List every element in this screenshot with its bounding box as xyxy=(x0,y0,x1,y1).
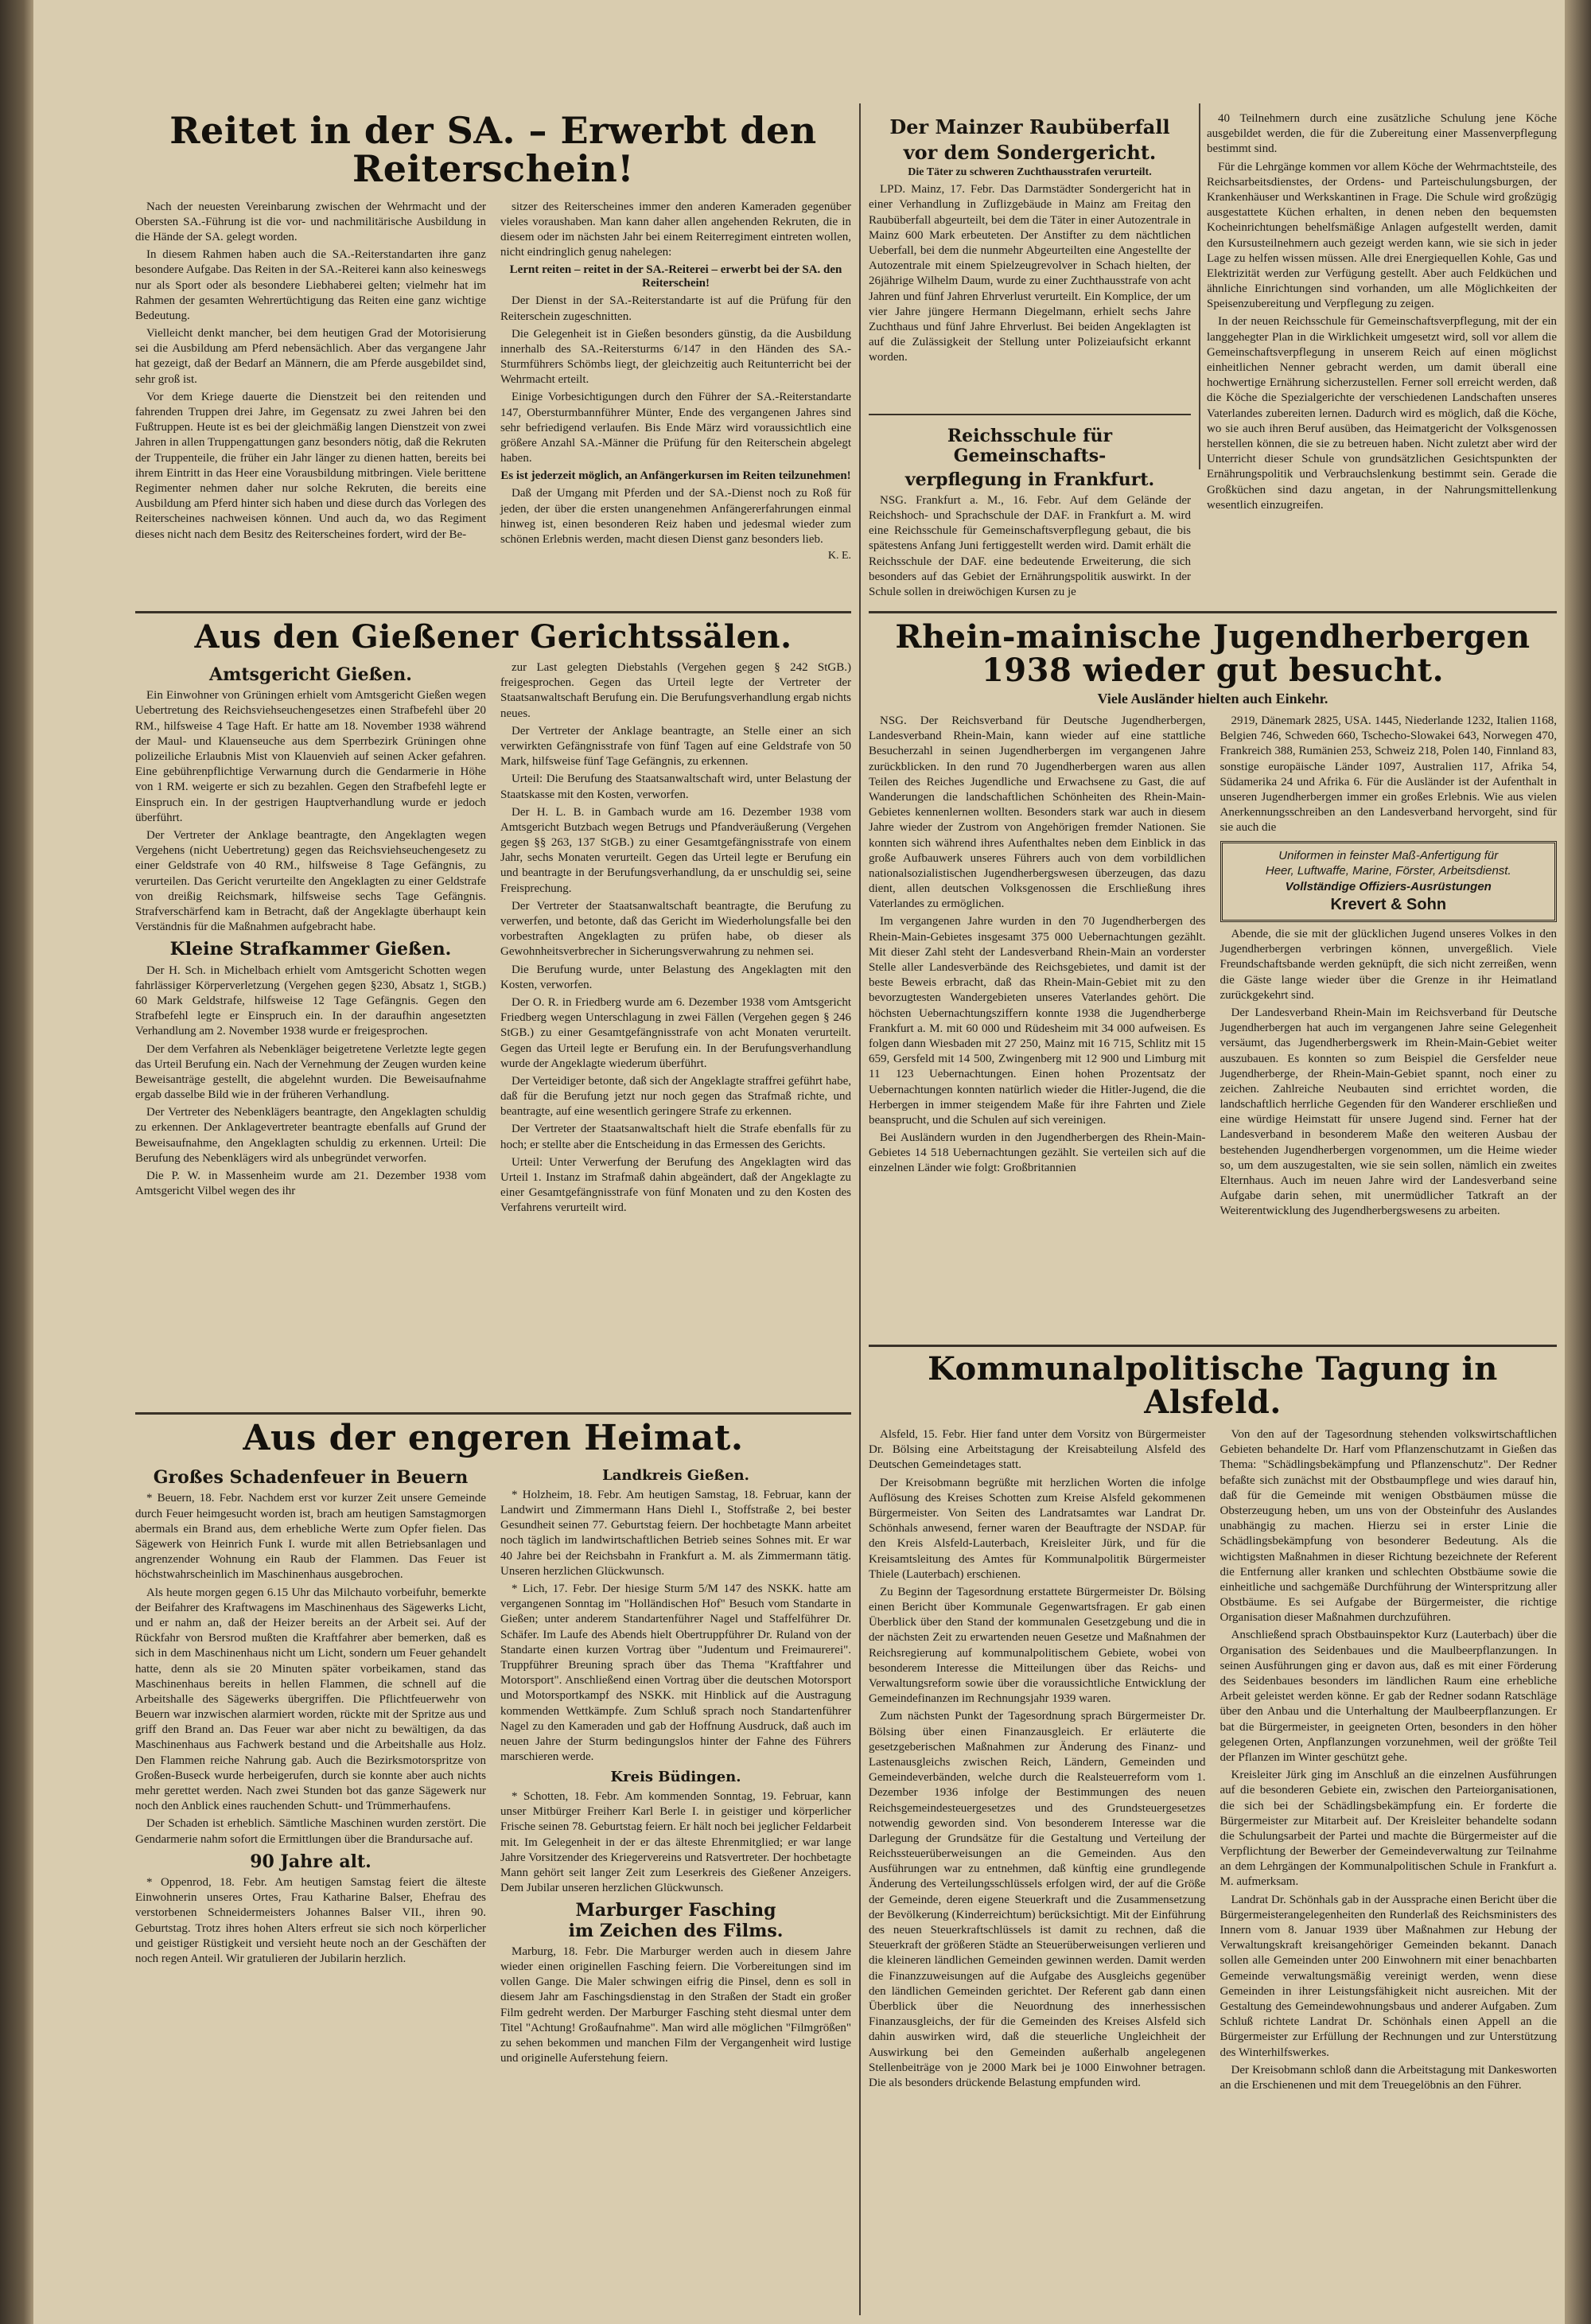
ad-line: Heer, Luftwaffe, Marine, Förster, Arbeitsdienst. xyxy=(1265,864,1511,878)
divider xyxy=(135,611,851,613)
paragraph: zur Last gelegten Diebstahls (Vergehen gegen § 242 StGB.) freigesprochen. Gegen das Urteil legte der Vertreter der Staatsanwaltschaft Berufung ein. Die Berufungsverhandlung ergab nichts neues. xyxy=(500,661,851,720)
headline-sa-reiter: Reitet in der SA. – Erwerbt den Reiterschein! xyxy=(169,109,817,191)
paragraph: Der Vertreter des Nebenklägers beantragte, den Angeklagten schuldig zu erkennen. Der Anklagevertreter beantragte ebenfalls auf Grund der Beweisaufnahme, den Angeklagten schuldig zu erkennen. Urteil: Die Berufung des Nebenklägers wird als unbegründet verworfen. xyxy=(135,1106,486,1165)
headline-jugendherbergen-2: 1938 wieder gut besucht. xyxy=(981,652,1445,689)
column-divider xyxy=(1199,103,1200,469)
book-binding-right xyxy=(1565,0,1591,2324)
paragraph: Alsfeld, 15. Febr. Hier fand unter dem Vorsitz von Bürgermeister Dr. Bölsing eine Arbeitstagung der Kreisabteilung Alsfeld des Deutschen Gemeindetages statt. xyxy=(869,1428,1206,1472)
paragraph: Als heute morgen gegen 6.15 Uhr das Milchauto vorbeifuhr, bemerkte der Beifahrer des Kraftwagens im Maschinenhaus des Sägewerks Licht, und er nahm an, daß der Heizer bereits an der Arbeit sei. Auf der Rückfahr von Bersrod mußten die Kraftfahrer aber bemerken, daß es sich in dem Maschinenhaus nicht um Licht, sondern um Feuer gehandelt hatte, denn als sie 20 Minuten später vorbeikamen, stand das Maschinenhaus bereits in hellen Flammen, die schnell auf die Arbeitshalle des Sägewerks übergriffen. Die Pflichtfeuerwehr von Beuern war inzwischen alarmiert worden, rückte mit der Spritze aus und griff den Brand an. Das Feuer war aber nicht zu bewältigen, da das Maschinenhaus aus Fachwerk bestand und die Arbeitshalle aus Holz. Den Flammen reiche Nahrung gab. Auch die Bezirksmotorspritze von Großen-Buseck wurde herbeigerufen, durch sie konnte aber auch nichts mehr gerettet werden. Nach zwei Stunden bot das ganze Sägewerk nur noch den Anblick eines rauchenden Schutt- und Trümmerhaufens. xyxy=(135,1586,486,1813)
paragraph: Der Vertreter der Staatsanwaltschaft beantragte, die Berufung zu verwerfen, und betonte, daß das Gericht im Wiederholungsfalle bei den vorbestraften Angeklagten zu prüfen habe, ob dieser als Gewohnheitsverbrecher in Sicherungsverwahrung zu nehmen sei. xyxy=(500,899,851,959)
sa-reiter-col-2 xyxy=(500,200,851,563)
paragraph: sitzer des Reiterscheines immer den anderen Kameraden gegenüber vieles voraushaben. Man kann daher allen angehenden Rekruten, die in diesem oder im nächsten Jahr bei einem Reiterregiment eintreten wollen, nicht eindringlich genug nahelegen: xyxy=(500,200,851,259)
paragraph: LPD. Mainz, 17. Febr. Das Darmstädter Sondergericht hat in einer Verhandlung in Zuflizgebäude in Mainz am Freitag den Raubüberfall abgeurteilt, bei dem die Täter in einer Autozentrale in Mainz 600 Mark erbeuteten. Der Anstifter zu dem nächtlichen Ueberfall, bei dem die nunmehr Abgeurteilten eine Angestellte der Autozentrale mit einem Spielzeugrevolver in Schach hielten, der 26jährige Wilhelm Daum, wurde zu einer Zuchthausstrafe von acht Jahren und fünf Jahren Ehrverlust verurteilt. Ein Komplice, der um vier Jahre jüngere Hermann Diegelmann, erhielt sechs Jahre Zuchthaus und fünf Jahre Ehrverlust. Bei beiden Angeklagten ist auf die Zulässigkeit der Stellung unter Polizeiaufsicht erkannt worden. xyxy=(869,183,1191,364)
headline-mainzer-1: Der Mainzer Raubüberfall xyxy=(889,115,1170,138)
paragraph: Urteil: Unter Verwerfung der Berufung des Angeklagten wird das Urteil 1. Instanz im Strafmaß dahin abgeändert, daß der Angeklagte zu einer Gesamtgefängnisstrafe von fünf Monaten und zu den Kosten des Verfahrens verurteilt wird. xyxy=(500,1155,851,1215)
headline-reichsschule-2: verpflegung in Frankfurt. xyxy=(904,469,1155,490)
paragraph: Zu Beginn der Tagesordnung erstattete Bürgermeister Dr. Bölsing einen Bericht über Kommunale Gegenwartsfragen. Er gab einen Überblick über den Stand der kommunalen Gesetzgebung und die in der nächsten Zeit zu erwartenden neuen Gesetze und Maßnahmen der Reichsregierung auf kommunalpolitischem Gebiete, wobei von besonderem Interesse die Mitteilungen über das Reichs- und Verwaltungsreform sowie über die voraussichtliche Entwicklung der Gemeindefinanzen im Rechnungsjahr 1939 waren. xyxy=(869,1585,1206,1706)
subheadline-mainzer: Die Täter zu schweren Zuchthausstrafen verurteilt. xyxy=(908,166,1152,179)
paragraph: Der H. L. B. in Gambach wurde am 16. Dezember 1938 vom Amtsgericht Butzbach wegen Betrugs und Pfandveräußerung (Vergehen gegen §§ 263, 137 StGB.) zu einer Gesamtgefängnisstrafe von einem Jahr, sechs Monaten verurteilt. Gegen das Urteil legte er Berufung ein und beantragte in der Berufungsverhandlung, da er unschuldig sei, seine Freisprechung. xyxy=(500,805,851,895)
paragraph: Landrat Dr. Schönhals gab in der Aussprache einen Bericht über die Bürgermeisterangelegenheiten den Runderlaß des Reichsministers des Innern vom 8. Januar 1939 über Maßnahmen zur Hebung der Verwaltungskraft kreisangehöriger Gemeinden bekannt. Danach sollen alle Gemeinden unter 200 Einwohnern mit einer benachbarten Gemeinde verwaltungsmäßig vereinigt werden, wenn diese Gemeinden in ihrer Leistungsfähigkeit nicht ausreichen. Mit der Gestaltung des Gemeindewohnungsbaus und anderer Aufgaben. Zum Schluß richtete Landrat Dr. Schönhals einen Appell an die Bürgermeister zur Erfüllung der Rechnungen und zur Unterstützung des Winterhilfswerkes. xyxy=(1220,1893,1557,2059)
paragraph: * Holzheim, 18. Febr. Am heutigen Samstag, 18. Februar, kann der Landwirt und Zimmermann Hans Diehl I., Stoffstraße 2, bei bester Gesundheit seinen 77. Geburtstag feiern. Der hochbetagte Mann arbeitet noch täglich im landwirtschaftlichen Betrieb seines Sohnes mit. Er war 40 Jahre bei der Reichsbahn in Frankfurt a. M. als Zimmermann tätig. Unseren herzlichen Glückwunsch. xyxy=(500,1488,851,1578)
subheadline-kreis-buedingen: Kreis Büdingen. xyxy=(610,1769,741,1786)
paragraph: Vor dem Kriege dauerte die Dienstzeit bei den reitenden und fahrenden Truppen drei Jahre, im Gegensatz zu zwei Jahren bei den Fußtruppen. Heute ist es bei der gleichmäßig langen Dienstzeit von zwei Jahren in allen Truppengattungen ganz besonders nötig, daß die Rekruten der Truppenteile, die früher ein Jahr länger zu dienen hatten, bereits bei ihrem Eintritt in das Heer eine Vorausbildung mitbringen. Viele berittene Regimenter nehmen daher nur solche Rekruten, die bereits eine Ausbildung am Pferd hinter sich haben und diese durch das Vorlegen des Reiterscheines nachweisen können. Und auch da, wo das Regiment dieses nicht nach dem Besitz des Reiterscheines fordert, wird der Be- xyxy=(135,390,486,541)
paragraph: Die Gelegenheit ist in Gießen besonders günstig, da die Ausbildung innerhalb des SA.-Reitersturms 6/147 in den Händen des SA.-Sturmführers Schömbs liegt, der gleichzeitig auch Reitunterricht bei der Wehrmacht erteilt. xyxy=(500,327,851,387)
subheadline-fasching-2: im Zeichen des Films. xyxy=(568,1920,784,1941)
paragraph: 40 Teilnehmern durch eine zusätzliche Schulung jene Köche ausgebildet werden, die für die Zubereitung einer Massenverpflegung bestimmt sind. xyxy=(1207,112,1557,156)
paragraph: Kreisleiter Jürk ging im Anschluß an die einzelnen Ausführungen auf die besonderen Gebiete ein, zwischen den Parteiorganisationen, die sich bei der Schädlingsbekämpfung ein. Er forderte die Bürgermeister zur Mitarbeit auf. Der Kreisleiter behandelte sodann die Schulungsarbeit der Partei und machte die Bürgermeister auf die Verpflichtung der Bewerber der Gemeindeverwaltung zur Teilnahme an dem Lehrgängen der Kommunalpolitischen Schule in Frankfurt a. M. aufmerksam. xyxy=(1220,1769,1557,1889)
jugend-col-1 xyxy=(869,714,1206,1222)
advertisement-krevert xyxy=(1220,841,1558,923)
paragraph: * Lich, 17. Febr. Der hiesige Sturm 5/M 147 des NSKK. hatte am vergangenen Sonntag im "Holländischen Hof" Besuch vom Standarte in Gießen; unter anderem Standartenführer Nagel und Staffelführer Dr. Schäfer. Im Laufe des Abends hielt Obertruppführer Dr. Ruland von der Standarte einen kurzen Vortrag über "Judentum und Freimaurerei". Truppführer Breuning sprach über das Thema "Kraftfahrer und Motorsport". Anschließend einen Vortrag über die deutschen Motorsport und Motorsportkampf des NSKK. mit Hinblick auf die Austragung kommenden Wettkämpfe. Zum Schluß sprach noch Standartenführer Nagel zu den Kameraden und gab der Hoffnung Ausdruck, daß auch im neuen Jahre der Sturm bedingungslos hinter der Fahne des Führers marschieren werde. xyxy=(500,1582,851,1764)
paragraph: Der Kreisobmann begrüßte mit herzlichen Worten die infolge Auflösung des Kreises Schotten zum Kreise Alsfeld gekommenen Bürgermeister. Von Seiten des Landratsamtes war Landrat Dr. Schönhals anwesend, ferner waren der Beauftragte der NSDAP. für den Kreis Alsfeld-Lauterbach, Kreisleiter Jürk, und für die Kreisamtsleitung des Amtes für Kommunalpolitik Bürgermeister Thiele (Lauterbach) erschienen. xyxy=(869,1476,1206,1581)
paragraph: Urteil: Die Berufung des Staatsanwaltschaft wird, unter Belastung der Staatskasse mit den Kosten, verworfen. xyxy=(500,773,851,801)
paragraph: NSG. Frankfurt a. M., 16. Febr. Auf dem Gelände der Reichshoch- und Sprachschule der DAF. in Frankfurt a. M. wird eine Reichsschule für Gemeinschaftsverpflegung gebaut, die bis spätestens Anfang Juni fertiggestellt werden wird. Damit erhält die Reichsschule der DAF. eine bedeutende Erweiterung, die sich besonders auf das Gebiet der Ernährungspolitik auswirkt. In der Schule sollen in dreiwöchigen Kursen zu je xyxy=(869,493,1191,599)
sa-reiter-col-1 xyxy=(135,200,486,563)
headline-alsfeld: Kommunalpolitische Tagung in Alsfeld. xyxy=(928,1350,1498,1421)
paragraph: Der O. R. in Friedberg wurde am 6. Dezember 1938 vom Amtsgericht Friedberg wegen Unterschlagung in zwei Fällen (Vergehen gegen § 246 StGB.) zu einer Gesamtgefängnisstrafe von acht Monaten verurteilt. Gegen das Urteil legte er Berufung ein. In der Berufungsverhandlung wurde der Angeklagte wiederum überführt. xyxy=(500,995,851,1070)
book-binding-left xyxy=(0,0,33,2324)
headline-mainzer-2: vor dem Sondergericht. xyxy=(903,140,1157,164)
paragraph: Der Vertreter der Anklage beantragte, den Angeklagten wegen Vergehens (nicht Uebertretung) gegen das Reichsviehseuchengesetz zu einer Geldstrafe von 40 RM., hilfsweise 8 Tage Gefängnis, zu verurteilen. Das Gericht verurteilte den Angeklagten zu einer Geldstrafe von dreißig Reichsmark, hilfsweise sechs Tage Gefängnis. Strafverschärfend kam in Betracht, daß der Angeklagte überhaupt kein Verständnis für die Maßnahmen aufgebracht habe. xyxy=(135,828,486,934)
article-reichsschule xyxy=(869,422,1191,605)
article-gerichtssaele xyxy=(135,618,851,1408)
headline-gerichtssaele: Aus den Gießener Gerichtssälen. xyxy=(194,618,792,656)
paragraph: In diesem Rahmen haben auch die SA.-Reiterstandarten ihre ganz besondere Aufgabe. Das Reiten in der SA.-Reiterei kann also keineswegs nur als Sport oder als besondere Liebhaberei gelten; vielmehr hat im Rahmen der gesamten Wehrertüchtigung das Reiten eine ganz wichtige Bedeutung. xyxy=(135,248,486,322)
paragraph: Anschließend sprach Obstbauinspektor Kurz (Lauterbach) über die Organisation des Seidenbaues und die Maulbeerpflanzungen. In seinen Ausführungen ging er davon aus, daß es mit einer Förderung des Seidenbaues besonders im ländlichen Raum eine erhebliche Arbeit geleistet werden könne. Er gab der Redner sodann Ratschläge über den Anbau und die Unterhaltung der Maulbeerpflanzungen. Er bat die Bürgermeister, in geeigneten Orten, besonders in den höher gelegenen Orten, Anpflanzungen vorzunehmen, weil der größte Teil der Pflanzen im Winter geschützt gehe. xyxy=(1220,1629,1557,1764)
paragraph: Die P. W. in Massenheim wurde am 21. Dezember 1938 vom Amtsgericht Vilbel wegen des ihr xyxy=(135,1170,486,1198)
paragraph: Für die Lehrgänge kommen vor allem Köche der Wehrmachtsteile, des Reichsarbeitsdienstes, der Ordens- und Parteischulungsburgen, der Krankenhäuser und Werkskantinen in Frage. Die Schule wird großzügig ausgestattete Küchen erhalten, in denen neben den bequemsten Kocheinrichtungen behelfsmäßige Anlagen aufgestellt werden, damit den Kursusteilnehmern auch gezeigt werden kann, wie sie sich in jeder Lage zu helfen wissen müssen. Alle drei Energiequellen Kohle, Gas und Elektrizität werden zur Verfügung gestellt. Aber auch Feldküchen und ähnliche Einrichtungen sind vorhanden, um alle Möglichkeiten der Speisenzubereitung und Verpflegung zu zeigen. xyxy=(1207,160,1557,311)
newspaper-page xyxy=(33,0,1565,2324)
paragraph: In der neuen Reichsschule für Gemeinschaftsverpflegung, mit der ein langgehegter Plan in die Wirklichkeit umgesetzt wird, soll vor allem die Gemeinschaftsverpflegung in unserem Reich auf einen möglichst einheitlichen Nenner gebracht werden, um damit überall eine hochwertige Ernährung sicherzustellen. Ferner soll erreicht werden, daß die Köche die Spezialgerichte der verschiedenen Landschaften unseres Vaterlandes zubereiten lernen. Dadurch wird es möglich, daß die Köche, wo sie auch ihren Beruf ausüben, das Heimatgericht der Volksgenossen herstellen können, die sie zu betreuen haben. Nicht zuletzt aber wird der Unterricht dieser Schule von grundsätzlichen Gesichtspunkten der Ernährungspolitik und Verbrauchslenkung bestimmt sein. Gerade die Großküchen sind dazu angetan, in der Nahrungsmittellenkung wesentlich einzugreifen. xyxy=(1207,315,1557,512)
paragraph: * Beuern, 18. Febr. Nachdem erst vor kurzer Zeit unsere Gemeinde durch Feuer heimgesucht worden ist, brach am heutigen Samstagmorgen abermals ein Brand aus, dem erhebliche Werte zum Opfer fielen. Das Sägewerk von Heinrich Funk I. wurde mit allen Betriebsanlagen und angrenzender Wohnung ein Raub der Flammen. Das Feuer ist höchstwahrscheinlich im Maschinenhaus ausgebrochen. xyxy=(135,1492,486,1582)
article-jugendherbergen xyxy=(869,618,1557,1337)
subheadline-strafkammer: Kleine Strafkammer Gießen. xyxy=(169,939,452,960)
subheadline-landkreis-giessen: Landkreis Gießen. xyxy=(602,1467,749,1485)
heimat-col-2 xyxy=(500,1463,851,2069)
paragraph: Einige Vorbesichtigungen durch den Führer der SA.-Reiterstandarte 147, Obersturmbannführer Münter, Ende des vergangenen Jahres sind sehr befriedigend verlaufen. Bis Ende März wird voraussichtlich eine größere Anzahl SA.-Männer die Prüfung für den Reiterschein abgelegt haben. xyxy=(500,391,851,465)
article-alsfeld xyxy=(869,1350,1557,2311)
author-signature: K. E. xyxy=(827,550,851,563)
paragraph: Marburg, 18. Febr. Die Marburger werden auch in diesem Jahre wieder einen originellen Fasching feiern. Die Vorbereitungen sind im vollen Gange. Die Maler schwingen eifrig die Pinsel, denn es soll in diesem Jahr am Faschingsdienstag in den Straßen der Stadt ein großer Film gedreht werden. Der Marburger Fasching steht diesmal unter dem Titel "Achtung! Großaufnahme". Man wird alle möglichen "Filmgrößen" zu sehen bekommen und manchen Film der Vergangenheit wird lustige und originelle Auferstehung feiern. xyxy=(500,1944,851,2065)
paragraph: Der Vertreter der Staatsanwaltschaft hielt die Strafe ebenfalls für zu hoch; er stellte aber die Entscheidung in das Ermessen des Gerichts. xyxy=(500,1123,851,1151)
divider xyxy=(869,611,1557,613)
gericht-col-1 xyxy=(135,660,486,1219)
paragraph: Der H. Sch. in Michelbach erhielt vom Amtsgericht Schotten wegen fahrlässiger Körperverletzung (Vergehen gegen §230, Absatz 1, StGB.) 60 Mark Geldstrafe, hilfsweise 12 Tage Gefängnis. Gegen den Strafbefehl legte er Einspruch ein. In der daraufhin angesetzten Verhandlung am 2. November 1938 wurde er freigesprochen. xyxy=(135,963,486,1038)
divider xyxy=(869,414,1191,415)
paragraph: Bei Ausländern wurden in den Jugendherbergen des Rhein-Main-Gebietes 14 518 Uebernachtungen gezählt. Sie verteilen sich auf die einzelnen Länder wie folgt: Großbritannien xyxy=(869,1131,1206,1175)
alsfeld-col-2 xyxy=(1220,1427,1558,2096)
slogan: Lernt reiten – reitet in der SA.-Reiterei – erwerbt bei der SA. den Reiterschein! xyxy=(509,263,842,290)
paragraph: Ein Einwohner von Grüningen erhielt vom Amtsgericht Gießen wegen Uebertretung des Reichsviehseuchengesetzes einen Strafbefehl über 20 RM., hilfsweise 4 Tage Haft. Er hatte am 18. November 1938 während der Maul- und Klauenseuche aus dem Sperrbezirk Grüningen ohne polizeiliche Erlaubnis Mist von Klauenvieh auf seinen Acker gefahren. Eine gebührenpflichtige Verwarnung durch die Gendarmerie in Höhe von 1 RM. weigerte er sich zu bezahlen. Gegen den Strafbefehl legte er Einspruch ein. In der gestrigen Hauptverhandlung wurde er jedoch überführt. xyxy=(135,689,486,824)
paragraph: Nach der neuesten Vereinbarung zwischen der Wehrmacht und der Obersten SA.-Führung ist die vor- und nachmilitärische Ausbildung in die Hände der SA. gelegt worden. xyxy=(135,200,486,243)
paragraph: Die Berufung wurde, unter Belastung des Angeklagten mit den Kosten, verworfen. xyxy=(500,963,851,991)
subheadline-jugendherbergen: Viele Ausländer hielten auch Einkehr. xyxy=(1097,691,1328,707)
paragraph: Vielleicht denkt mancher, bei dem heutigen Grad der Motorisierung sei die Ausbildung am Pferd nebensächlich. Aber das vergangene Jahr hat gezeigt, daß der Bedarf an Männern, die am Pferde ausgebildet sind, sehr groß ist. xyxy=(135,327,486,386)
paragraph: Der Dienst in der SA.-Reiterstandarte ist auf die Prüfung für den Reiterschein zugeschnitten. xyxy=(500,294,851,323)
ad-line: Vollständige Offiziers-Ausrüstungen xyxy=(1285,879,1492,893)
article-reichsschule-continued xyxy=(1207,111,1557,512)
alsfeld-col-1 xyxy=(869,1427,1206,2096)
paragraph: * Oppenrod, 18. Febr. Am heutigen Samstag feiert die älteste Einwohnerin unseres Ortes, Frau Katharine Balser, Ehefrau des verstorbenen Schneidermeisters Johannes Balser VII., ihren 90. Geburtstag. Trotz ihres hohen Alters erfreut sie sich noch körperlicher und geistiger Rüstigkeit und versieht heute noch an der Geschäften der noch regen Anteil. Wir gratulieren der Jubilarin herzlich. xyxy=(135,1876,486,1966)
slogan: Es ist jederzeit möglich, an Anfängerkursen im Reiten teilzunehmen! xyxy=(500,469,851,483)
article-mainzer-raubueberfall xyxy=(869,111,1191,414)
headline-jugendherbergen-1: Rhein-mainische Jugendherbergen xyxy=(895,618,1531,656)
paragraph: Zum nächsten Punkt der Tagesordnung sprach Bürgermeister Dr. Bölsing über einen Finanzausgleich. Er erläuterte die gesetzgeberischen Maßnahmen zur Änderung des Finanz- und Lastenausgleichs zwischen Reich, Ländern, Gemeinden und Gemeindeverbänden, welche durch die Realsteuerreform vom 1. Dezember 1936 infolge der Bestimmungen des neuen Reichsgemeindesteuergesetzes und des Grundsteuergesetzes notwendig geworden sind. Von besonderem Interesse war die Darlegung der Grundsätze für die Gestaltung und Verteilung der Reichssteuerüberweisungen an die Gemeinden. Aus den Ausführungen war zu entnehmen, daß künftig eine grundlegende Änderung des Verteilungsschlüssels erfolgen wird, der auf die Größe der Gemeinde, deren eigene Steuerkraft und die Zusammensetzung der Bevölkerung (Kinderreichtum) berücksichtigt. Mit der Einführung des neuen Steuerkraftschlüssels ist damit zu rechnen, daß die Steuerkraft der größeren Städte an Steuerüberweisungen verlieren und die kleineren ländlichen Gemeinden gewinnen werden. Damit werden die Finanzzuweisungen auf die Aufgabe des Ausgleichs gegenüber den ländlichen Gemeinden gerichtet. Der Referent gab dann einen Überblick über die Neuordnung des innerhessischen Finanzausgleichs, der für die Gemeinden des Kreises Alsfeld sich dahin auswirken wird, daß die steuerliche Ungleichheit der Auswirkung bei den Gemeinden außerhalb angelegenen Stellenbeiträge von je 2000 Mark bei je 1000 Einwohner betragen. Die als besonders drückende Belastung empfunden wird. xyxy=(869,1710,1206,2089)
paragraph: Der Kreisobmann schloß dann die Arbeitstagung mit Dankesworten an die Erschienenen und mit dem Treuegelöbnis an den Führer. xyxy=(1220,2063,1557,2092)
paragraph: Der Verteidiger betonte, daß sich der Angeklagte straffrei geführt habe, daß für die Berufung jetzt nur noch gegen das Strafmaß richte, und beantragte, auf eine wesentlich geringere Strafe zu erkennen. xyxy=(500,1074,851,1119)
heimat-col-1 xyxy=(135,1463,486,2069)
ad-line: Uniformen in feinster Maß-Anfertigung für xyxy=(1278,848,1499,862)
jugend-col-2 xyxy=(1220,714,1558,1222)
paragraph: Der dem Verfahren als Nebenkläger beigetretene Verletzte legte gegen das Urteil Berufung ein. Nach der Vernehmung der Zeugen wurden keine Beweisanträge gestellt, die abgelehnt wurden. Die Beweisaufnahme ergab dasselbe Bild wie in der früheren Verhandlung. xyxy=(135,1042,486,1102)
divider xyxy=(135,1412,851,1415)
paragraph: * Schotten, 18. Febr. Am kommenden Sonntag, 19. Februar, kann unser Mitbürger Freiherr Karl Berle I. in geistiger und körperlicher Frische seinen 78. Geburtstag feiern. Er hält noch bei jeglicher Feldarbeit mit. Im Gelegenheit in der er das älteste Ehrenmitglied; er war lange Jahre Vorsitzender des Kriegervereins und Ratsvertreter. Der hochbetagte Mann gehört seit langer Zeit zum Leserkreis des Gießener Anzeigers. Dem Jubilar unseren herzlichen Glückwunsch. xyxy=(500,1789,851,1895)
divider xyxy=(869,1345,1557,1347)
subheadline-amtsgericht: Amtsgericht Gießen. xyxy=(209,664,412,685)
subheadline-beuern: Großes Schadenfeuer in Beuern xyxy=(153,1467,469,1489)
paragraph: Von den auf der Tagesordnung stehenden volkswirtschaftlichen Gebieten behandelte Dr. Harf vom Pflanzenschutzamt in Gießen das Thema: "Schädlingsbekämpfung und Pflanzenschutz". Der Redner befaßte sich zunächst mit der Obstbaumpflege und wies darauf hin, daß für die Gemeinde mit wenigen Obstbäumen müsse die Obsterzeugung heben, um uns von der Obsteinfuhr des Auslandes unabhängig zu machen. Hierzu sei in erster Linie die Schädlingsbekämpfung von besonderer Bedeutung. Als die wichtigsten Maßnahmen in dieser Richtung bezeichnete der Referent die Entfernung aller kranken und schlechten Obstbäume sowie die einheitliche und sachgemäße Durchführung der Winterspritzung aller Obstbäume. Es sei Aufgabe der Bürgermeister, die richtige Organisation dieser Maßnahmen durchzuführen. xyxy=(1220,1428,1557,1625)
paragraph: Der Schaden ist erheblich. Sämtliche Maschinen wurden zerstört. Die Gendarmerie nahm sofort die Ermittlungen über die Brandursache auf. xyxy=(135,1817,486,1846)
subheadline-fasching-1: Marburger Fasching xyxy=(575,1900,776,1921)
paragraph: Der Landesverband Rhein-Main im Reichsverband für Deutsche Jugendherbergen hat auch im vergangenen Jahre seine Gelegenheit versäumt, das Jugendherbergswerk im Rhein-Main-Gebiet weiter auszubauen. Es konnten so zum Beispiel die Gersfelder neue Jugendherberge, der Rhein-Main-Gebiet spannt, noch einer zu zeichen. Zahlreiche Neubauten sind errichtet worden, die landschaftlich herrliche Gegenden für den Wanderer erschließen und eine würdige Heimstatt für unsere Jugend sind. Ferner hat der Landesverband in besonderem Maße den weiteren Ausbau der bestehenden Jugendherbergen vorgenommen, um die Heime wieder so, um dem auszugestalten, wie sie sein sollen, nämlich ein zweites Elternhaus. Auch im neuen Jahre wird der Landesverband seine Aufgabe darin sehen, mit unermüdlicher Tatkraft an der Weiterentwicklung des Jugendherbergswesens zu arbeiten. xyxy=(1220,1006,1557,1218)
paragraph: Der Vertreter der Anklage beantragte, an Stelle einer an sich verwirkten Gefängnisstrafe von fünf Tagen auf eine Geldstrafe von 50 Mark, hilfsweise fünf Tage Gefängnis, zu erkennen. xyxy=(500,724,851,769)
paragraph: Daß der Umgang mit Pferden und der SA.-Dienst noch zu Roß für jeden, der über die ersten unangenehmen Anfängererfahrungen einmal hinweg ist, einen besonderen Reiz haben und jedesmal wieder zum schönen Erlebnis werden, macht diesen Dienst ganz besonders lieb. xyxy=(500,487,851,546)
paragraph: Im vergangenen Jahre wurden in den 70 Jugendherbergen des Rhein-Main-Gebietes insgesamt 375 000 Uebernachtungen gezählt. Mit dieser Zahl steht der Landesverband Rhein-Main an vorderster Stelle aller Landesverbände des Reichsgebietes, und damit ist der beste Beweis erbracht, daß das Rhein-Main-Gebiet mit zu den bevorzugtesten Wandergebieten unseres Vaterlandes gehört. Die höchsten Uebernachtungsziffern konnte 1938 die Jugendherberge Frankfurt a. M. mit 60 000 und Rüdesheim mit 34 000 aufweisen. Es folgen dann Wiesbaden mit 27 250, Mainz mit 16 715, Schlitz mit 15 659, Gersfeld mit 14 500, Zwingenberg mit 12 900 und Limburg mit 11 123 Uebernachtungen. Einen hohen Prozentsatz der Uebernachtungen konnten natürlich wieder die Hitler-Jugend, die die Herbergen in immer steigendem Maße für ihre Fahrten und Ziele beansprucht, und die Schulen auf sich vereinigen. xyxy=(869,915,1206,1127)
subheadline-90-jahre: 90 Jahre alt. xyxy=(250,1851,371,1872)
ad-company-name: Krevert & Sohn xyxy=(1330,896,1447,913)
column-divider xyxy=(859,103,861,2315)
gericht-col-2 xyxy=(500,660,851,1219)
paragraph: NSG. Der Reichsverband für Deutsche Jugendherbergen, Landesverband Rhein-Main, kann wieder auf eine stattliche Besucherzahl in seinen Jugendherbergen im vergangenen Jahre zurückblicken. In den rund 70 Jugendherbergen waren aus allen Teilen des Reiches Jugendliche und Erwachsene zu Gast, die auf Wanderungen die landschaftlichen Schönheiten des Rhein-Main-Gebietes kennenlernen wollten. Besonders stark war auch in diesem Jahre wieder der Zustrom von Angehörigen fremder Nationen. Sie konnten sich während ihres Aufenthaltes neben dem Einblick in das große Aufbauwerk unseres Führers auch von dem vorbildlichen nationalsozialistischen Jugendherbergswesen überzeugen, das dazu dient, allen deutschen Volksgenossen die Erschließung ihres Vaterlandes zu ermöglichen. xyxy=(869,714,1206,911)
article-heimat xyxy=(135,1420,851,2311)
article-sa-reiter xyxy=(135,111,851,605)
paragraph: Abende, die sie mit der glücklichen Jugend unseres Volkes in den Jugendherbergen verbringen können, unvergeßlich. Viele Freundschaftsbande werden geknüpft, die sich nicht zerreißen, wenn die Gäste lange wieder über die Grenze in ihr Heimatland zurückgekehrt sind. xyxy=(1220,928,1557,1002)
headline-reichsschule-1: Reichsschule für Gemeinschafts- xyxy=(947,426,1113,467)
paragraph: 2919, Dänemark 2825, USA. 1445, Niederlande 1232, Italien 1168, Belgien 746, Schweden 660, Tschecho-Slowakei 643, Norwegen 470, Frankreich 388, Rumänien 253, Schweiz 218, Polen 140, Finnland 83, sonstige europäische Länder 1097, Australien 117, Afrika 54, Südamerika 24 und Afrika 6. Für die Ausländer ist der Aufenthalt in unseren Jugendherbergen immer ein großes Erlebnis. Wie aus vielen Anerkennungsschreiben an den Landesverband hervorgeht, sind für sie auch die xyxy=(1220,714,1557,835)
headline-heimat: Aus der engeren Heimat. xyxy=(243,1418,744,1458)
